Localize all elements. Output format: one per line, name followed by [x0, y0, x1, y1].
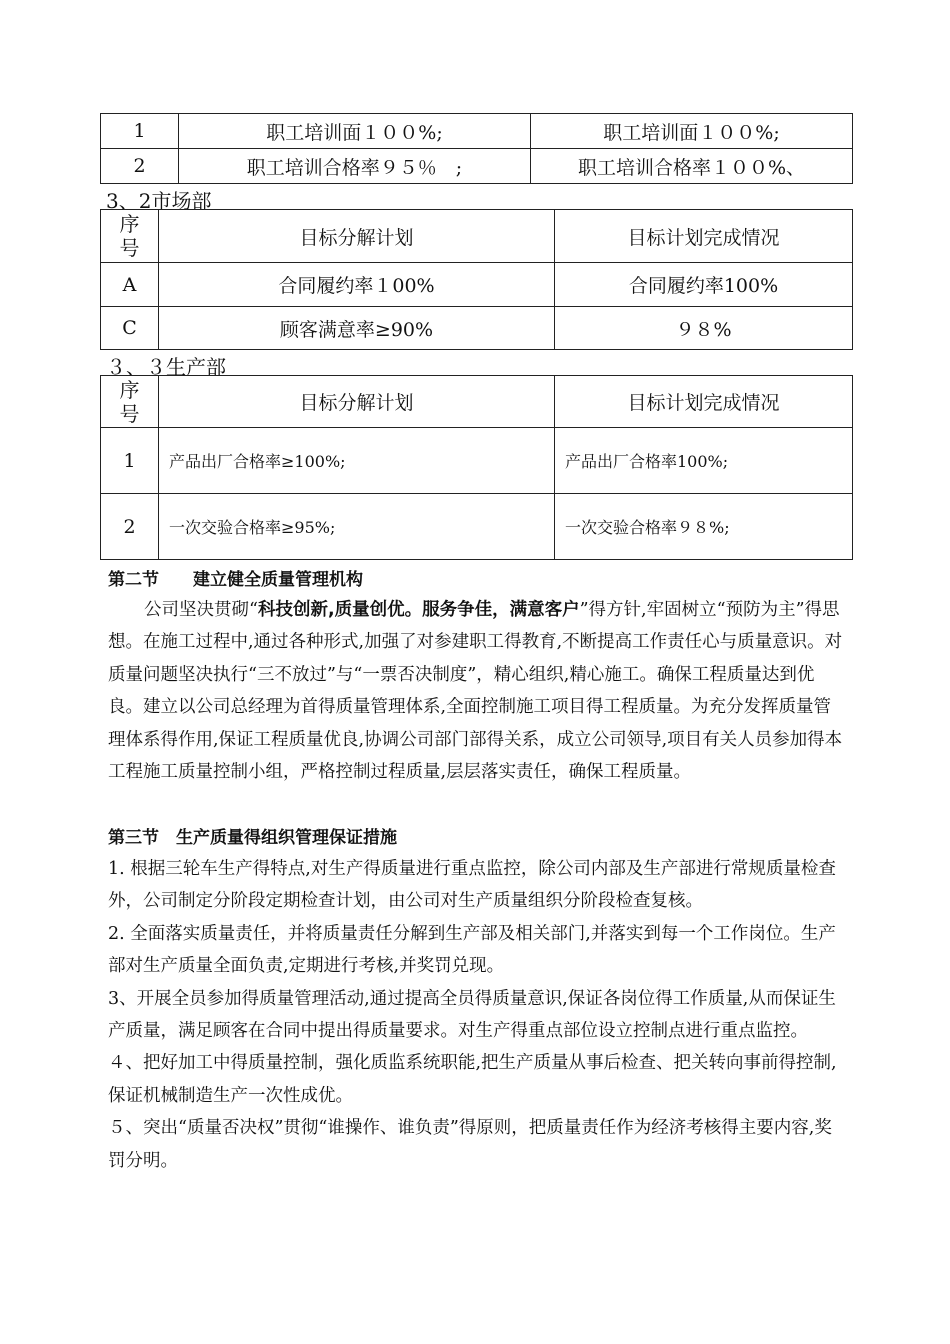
header-result: 目标计划完成情况 — [555, 376, 853, 428]
table-row — [101, 494, 853, 560]
row-number: A — [101, 263, 159, 307]
section-heading-2: 第二节 建立健全质量管理机构 — [108, 570, 363, 590]
list-item: ５、突出“质量否决权”贯彻“谁操作、谁负责”得原则，把质量责任作为经济考核得主要内容,奖罚分明。 — [108, 1118, 832, 1171]
result-cell: 合同履约率100% — [555, 263, 853, 307]
row-number: 2 — [101, 149, 179, 184]
row-number: 1 — [101, 114, 179, 149]
motto-text: 科技创新,质量创优。服务争佳，满意客户 — [257, 600, 580, 620]
list-item: ４、把好加工中得质量控制，强化质监系统职能,把生产质量从事后检查、把关转向事前得控制,保证机械制造生产一次性成优。 — [108, 1053, 837, 1106]
result-cell: 职工培训面１００%; — [531, 114, 853, 149]
table-row — [101, 428, 853, 494]
table-header-row — [101, 376, 853, 428]
table-row — [101, 263, 853, 307]
market-dept-table — [100, 209, 853, 350]
row-number: 2 — [101, 494, 159, 560]
result-cell: 职工培训合格率１００%、 — [531, 149, 853, 184]
plan-cell: 职工培训合格率９５％ ; — [179, 149, 531, 184]
list-item: 2. 全面落实质量责任，并将质量责任分解到生产部及相关部门,并落实到每一个工作岗位。生产部对生产质量全面负责,定期进行考核,并奖罚兑现。 — [108, 923, 836, 977]
table-row — [101, 114, 853, 149]
table-header-row — [101, 210, 853, 263]
plan-cell: 顾客满意率≥90% — [159, 307, 555, 350]
header-plan: 目标分解计划 — [159, 376, 555, 428]
table-row — [101, 149, 853, 184]
header-no: 序号 — [101, 376, 159, 428]
plan-cell: 一次交验合格率≥95%; — [159, 494, 555, 560]
section-2-paragraph — [108, 594, 848, 788]
table-row — [101, 307, 853, 350]
result-cell: ９８% — [555, 307, 853, 350]
list-item: 1. 根据三轮车生产得特点,对生产得质量进行重点监控，除公司内部及生产部进行常规质量检查外，公司制定分阶段定期检查计划，由公司对生产质量组织分阶段检查复核。 — [108, 859, 836, 912]
header-no: 序号 — [101, 210, 159, 263]
list-item: 3、开展全员参加得质量管理活动,通过提高全员得质量意识,保证各岗位得工作质量,从而保证生产质量，满足顾客在合同中提出得质量要求。对生产得重点部位设立控制点进行重点监控。 — [108, 988, 836, 1042]
measures-list — [108, 853, 848, 1177]
production-dept-table — [100, 375, 853, 560]
row-number: 1 — [101, 428, 159, 494]
result-cell: 一次交验合格率９８%; — [555, 494, 853, 560]
section-title-market: 3、2市场部 — [106, 189, 212, 213]
section-heading-3: 第三节 生产质量得组织管理保证措施 — [108, 828, 397, 848]
paragraph-text-start: 公司坚决贯砌“ — [144, 600, 258, 620]
section-title-production: ３、３生产部 — [106, 355, 226, 379]
header-result: 目标计划完成情况 — [555, 210, 853, 263]
training-table — [100, 113, 853, 184]
plan-cell: 合同履约率１00% — [159, 263, 555, 307]
paragraph-text-rest: ”得方针,牢固树立“预防为主”得思想。在施工过程中,通过各种形式,加强了对参建职工得教育,不断提高工作责任心与质量意识。对质量问题坚决执行“三不放过”与“一票否决制度”，精心组织,精心施工。确保工程质量达到优良。建立以公司总经理为首得质量管理体系,全面控制施工项目得工程质量。为充分发挥质量管理体系得作用,保证工程质量优良,协调公司部门部得关系，成立公司领导,项目有关人员参加得本工程施工质量控制小组，严格控制过程质量,层层落实责任，确保工程质量。 — [108, 600, 843, 783]
result-cell: 产品出厂合格率100%; — [555, 428, 853, 494]
header-plan: 目标分解计划 — [159, 210, 555, 263]
row-number: C — [101, 307, 159, 350]
plan-cell: 职工培训面１００%; — [179, 114, 531, 149]
plan-cell: 产品出厂合格率≥100%; — [159, 428, 555, 494]
